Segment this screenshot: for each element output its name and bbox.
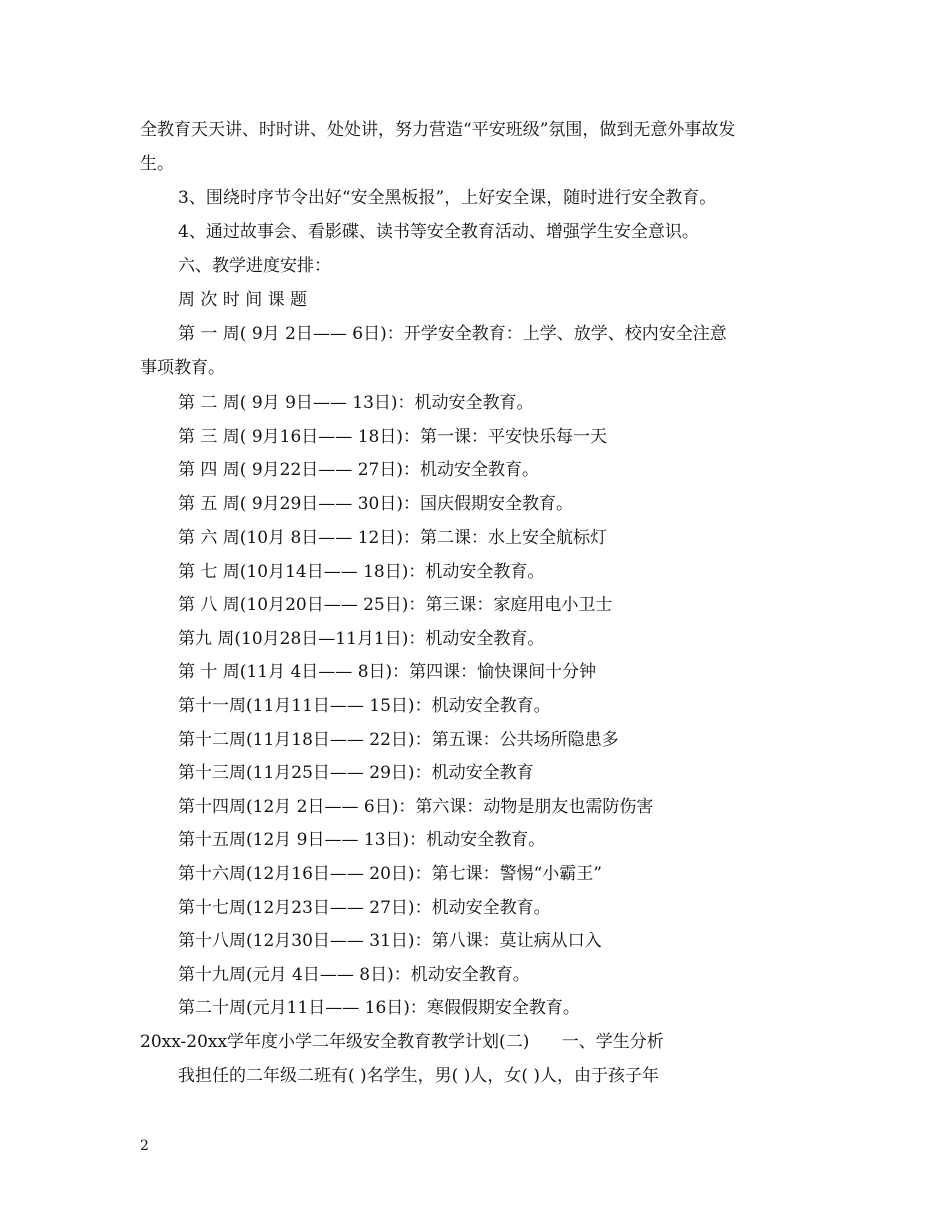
schedule-row: 第十二周(11月18日—— 22日)：第五课：公共场所隐患多 — [178, 730, 619, 750]
schedule-row: 第十九周(元月 4日—— 8日)：机动安全教育。 — [178, 965, 530, 985]
schedule-row: 第十五周(12月 9日—— 13日)：机动安全教育。 — [178, 830, 546, 850]
schedule-row: 第二十周(元月11日—— 16日)：寒假假期安全教育。 — [178, 998, 580, 1018]
schedule-header: 周 次 时 间 课 题 — [178, 290, 308, 310]
text-line: 我担任的二年级二班有( )名学生，男( )人，女( )人，由于孩子年 — [178, 1066, 660, 1086]
schedule-row: 第 十 周(11月 4日—— 8日)：第四课：愉快课间十分钟 — [178, 662, 597, 682]
text-line: 全教育天天讲、时时讲、处处讲，努力营造“平安班级”氛围，做到无意外事故发 — [140, 120, 736, 140]
schedule-row: 第九 周(10月28日—11月1日)：机动安全教育。 — [178, 629, 545, 649]
schedule-row: 第十七周(12月23日—— 27日)：机动安全教育。 — [178, 898, 551, 918]
text-line: 3、围绕时序节令出好“安全黑板报”，上好安全课，随时进行安全教育。 — [178, 188, 717, 208]
text-line: 4、通过故事会、看影碟、读书等安全教育活动、增强学生安全意识。 — [178, 222, 699, 242]
section-heading: 六、教学进度安排： — [178, 256, 331, 276]
text-line: 生。 — [140, 154, 174, 174]
schedule-row: 第十一周(11月11日—— 15日)：机动安全教育。 — [178, 696, 551, 716]
schedule-row: 第 二 周( 9月 9日—— 13日)：机动安全教育。 — [178, 393, 534, 413]
schedule-row: 第 七 周(10月14日—— 18日)：机动安全教育。 — [178, 562, 545, 582]
schedule-row: 第 五 周( 9月29日—— 30日)：国庆假期安全教育。 — [178, 494, 573, 514]
section-title: 20xx-20xx学年度小学二年级安全教育教学计划(二) 一、学生分析 — [140, 1032, 664, 1052]
schedule-row-continuation: 事项教育。 — [140, 358, 225, 378]
schedule-row: 第十四周(12月 2日—— 6日)：第六课：动物是朋友也需防伤害 — [178, 797, 654, 817]
schedule-row: 第 一 周( 9月 2日—— 6日)：开学安全教育：上学、放学、校内安全注意 — [178, 324, 727, 344]
schedule-row: 第十八周(12月30日—— 31日)：第八课：莫让病从口入 — [178, 931, 602, 951]
schedule-row: 第 四 周( 9月22日—— 27日)：机动安全教育。 — [178, 460, 539, 480]
page-number: 2 — [140, 1138, 149, 1154]
schedule-row: 第十六周(12月16日—— 20日)：第七课：警惕“小霸王” — [178, 864, 602, 884]
schedule-row: 第 三 周( 9月16日—— 18日)：第一课：平安快乐每一天 — [178, 427, 607, 447]
schedule-row: 第 八 周(10月20日—— 25日)：第三课：家庭用电小卫士 — [178, 595, 613, 615]
schedule-row: 第 六 周(10月 8日—— 12日)：第二课：水上安全航标灯 — [178, 528, 607, 548]
schedule-row: 第十三周(11月25日—— 29日)：机动安全教育 — [178, 763, 534, 783]
